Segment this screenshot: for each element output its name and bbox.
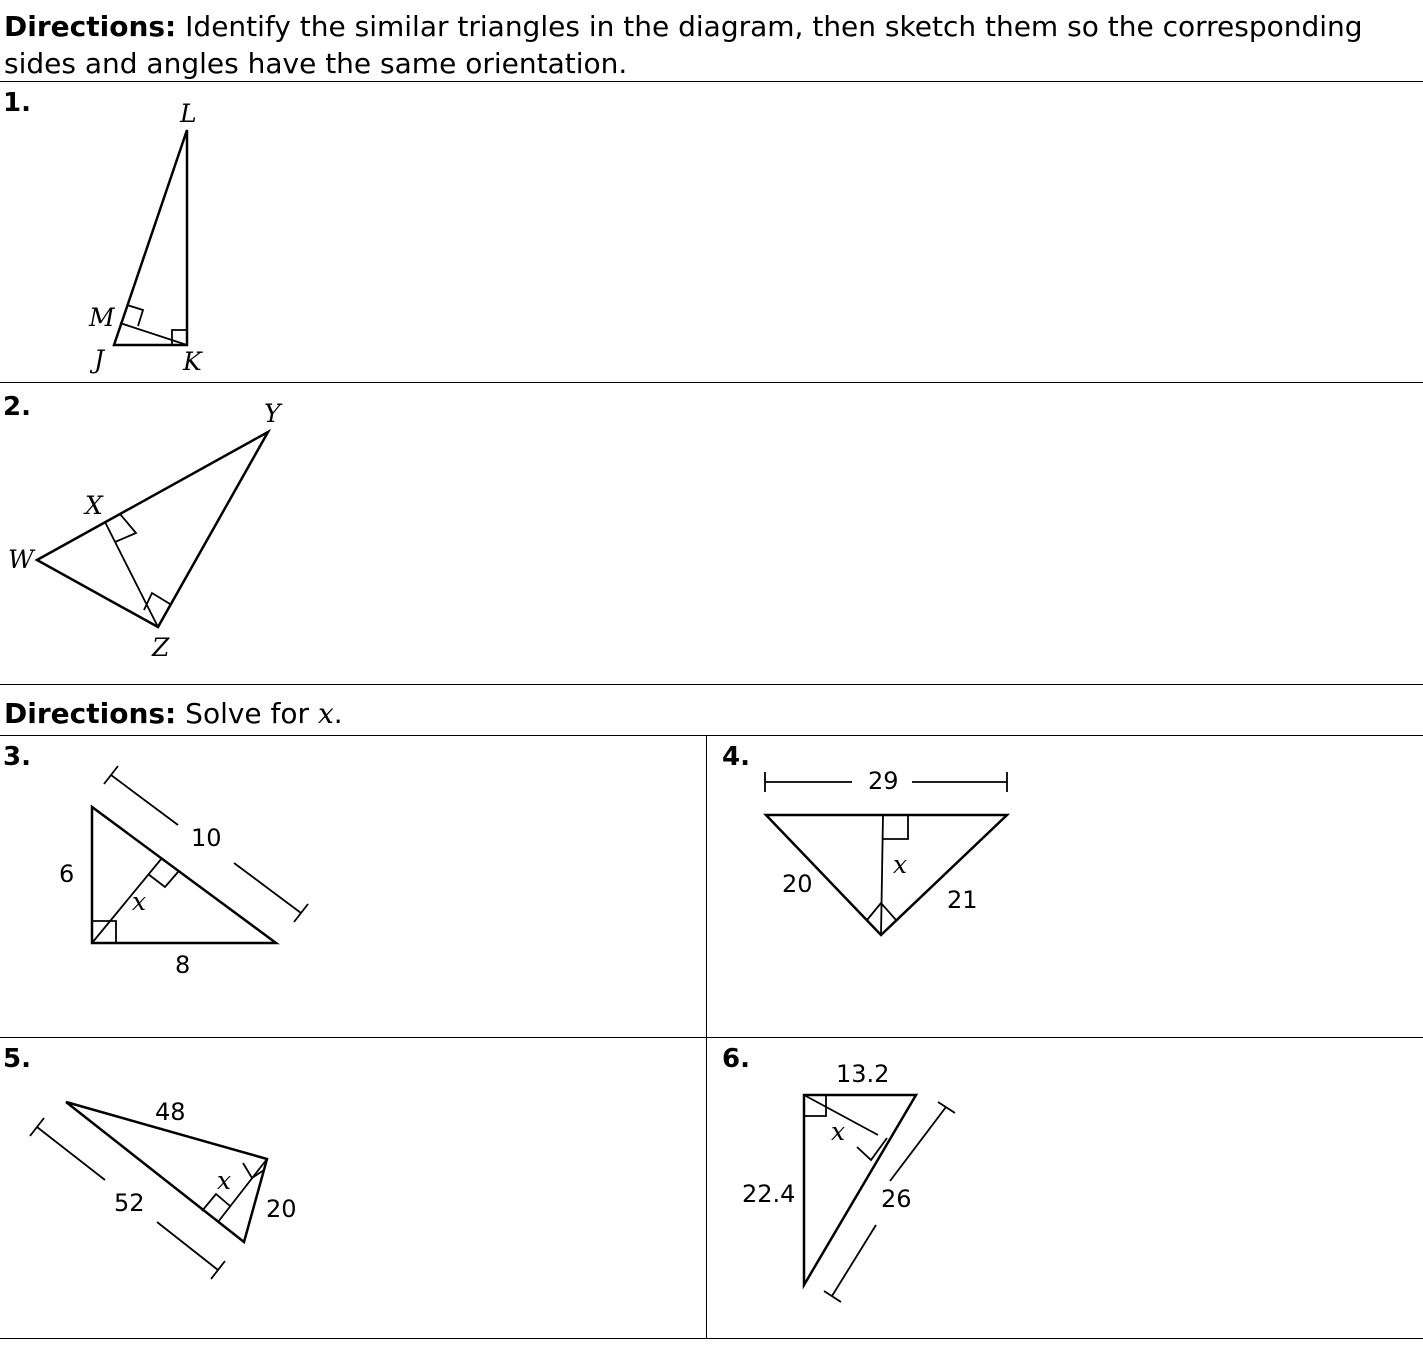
altitude-3 bbox=[92, 858, 162, 943]
dimension-line-10-b bbox=[234, 863, 301, 913]
triangle-jkl bbox=[114, 130, 187, 345]
label-21: 21 bbox=[947, 886, 978, 914]
label-x: x bbox=[132, 887, 147, 916]
label-W: W bbox=[8, 545, 34, 574]
label-x: x bbox=[893, 850, 908, 879]
dimension-tick-26-a bbox=[938, 1102, 955, 1113]
label-L: L bbox=[180, 99, 197, 128]
problem-1-number: 1. bbox=[3, 88, 31, 118]
label-Z: Z bbox=[152, 633, 170, 662]
directions-end: . bbox=[333, 697, 343, 730]
label-Y: Y bbox=[264, 399, 281, 428]
label-20: 20 bbox=[782, 870, 813, 898]
dimension-tick-52-a bbox=[30, 1118, 44, 1136]
triangle-wyz bbox=[37, 432, 268, 627]
right-angle-mark-m bbox=[127, 305, 143, 326]
label-x: x bbox=[217, 1166, 232, 1195]
problem-4-diagram bbox=[765, 767, 1007, 935]
altitude-km bbox=[120, 323, 187, 345]
label-52: 52 bbox=[114, 1189, 145, 1217]
problem-3-diagram bbox=[59, 766, 308, 979]
directions-text: Identify the similar triangles in the diagram, then sketch them so the corresponding sides and angles have the same orientation. bbox=[4, 10, 1363, 80]
problem-5-number: 5. bbox=[3, 1044, 31, 1074]
triangle-3 bbox=[92, 807, 276, 943]
right-angle-mark-5-foot bbox=[202, 1194, 230, 1211]
label-6: 6 bbox=[59, 860, 75, 888]
problem-6-number: 6. bbox=[722, 1044, 750, 1074]
label-26: 26 bbox=[881, 1185, 912, 1213]
problem-3-number: 3. bbox=[3, 742, 31, 772]
right-angle-mark-3-foot bbox=[148, 872, 178, 887]
label-X: X bbox=[85, 491, 103, 520]
directions-label: Directions: bbox=[4, 697, 177, 730]
problem-1-diagram bbox=[88, 99, 203, 376]
label-22.4: 22.4 bbox=[742, 1180, 796, 1208]
dimension-line-26-a bbox=[890, 1107, 946, 1181]
label-20: 20 bbox=[266, 1195, 297, 1223]
label-48: 48 bbox=[155, 1098, 186, 1126]
dimension-tick-26-b bbox=[824, 1291, 841, 1302]
dimension-tick-10-b bbox=[294, 904, 308, 922]
dimension-line-10-a bbox=[111, 775, 178, 825]
label-x: x bbox=[831, 1117, 846, 1146]
directions-text: Solve for bbox=[176, 697, 318, 730]
label-10: 10 bbox=[191, 824, 222, 852]
right-angle-mark-6-foot bbox=[857, 1138, 887, 1160]
problem-2-number: 2. bbox=[3, 392, 31, 422]
dimension-line-52-a bbox=[37, 1127, 105, 1180]
dimension-tick-52-b bbox=[211, 1261, 225, 1279]
label-8: 8 bbox=[175, 951, 191, 979]
problem-2-diagram bbox=[8, 399, 283, 662]
problem-4-number: 4. bbox=[722, 742, 750, 772]
label-29: 29 bbox=[868, 767, 899, 795]
label-13.2: 13.2 bbox=[836, 1060, 890, 1088]
dimension-line-52-b bbox=[157, 1222, 218, 1270]
problem-6-diagram bbox=[742, 1060, 955, 1302]
right-angle-mark-4-foot bbox=[883, 815, 908, 839]
directions-label: Directions: bbox=[4, 10, 177, 43]
dimension-tick-10-a bbox=[104, 766, 118, 784]
label-M: M bbox=[89, 303, 115, 332]
label-J: J bbox=[94, 345, 105, 374]
label-K: K bbox=[183, 347, 202, 376]
right-angle-mark-x bbox=[115, 514, 136, 542]
directions-variable: x bbox=[317, 697, 334, 730]
altitude-4 bbox=[881, 815, 883, 935]
problem-5-diagram bbox=[30, 1098, 297, 1279]
dimension-line-26-b bbox=[832, 1225, 876, 1296]
